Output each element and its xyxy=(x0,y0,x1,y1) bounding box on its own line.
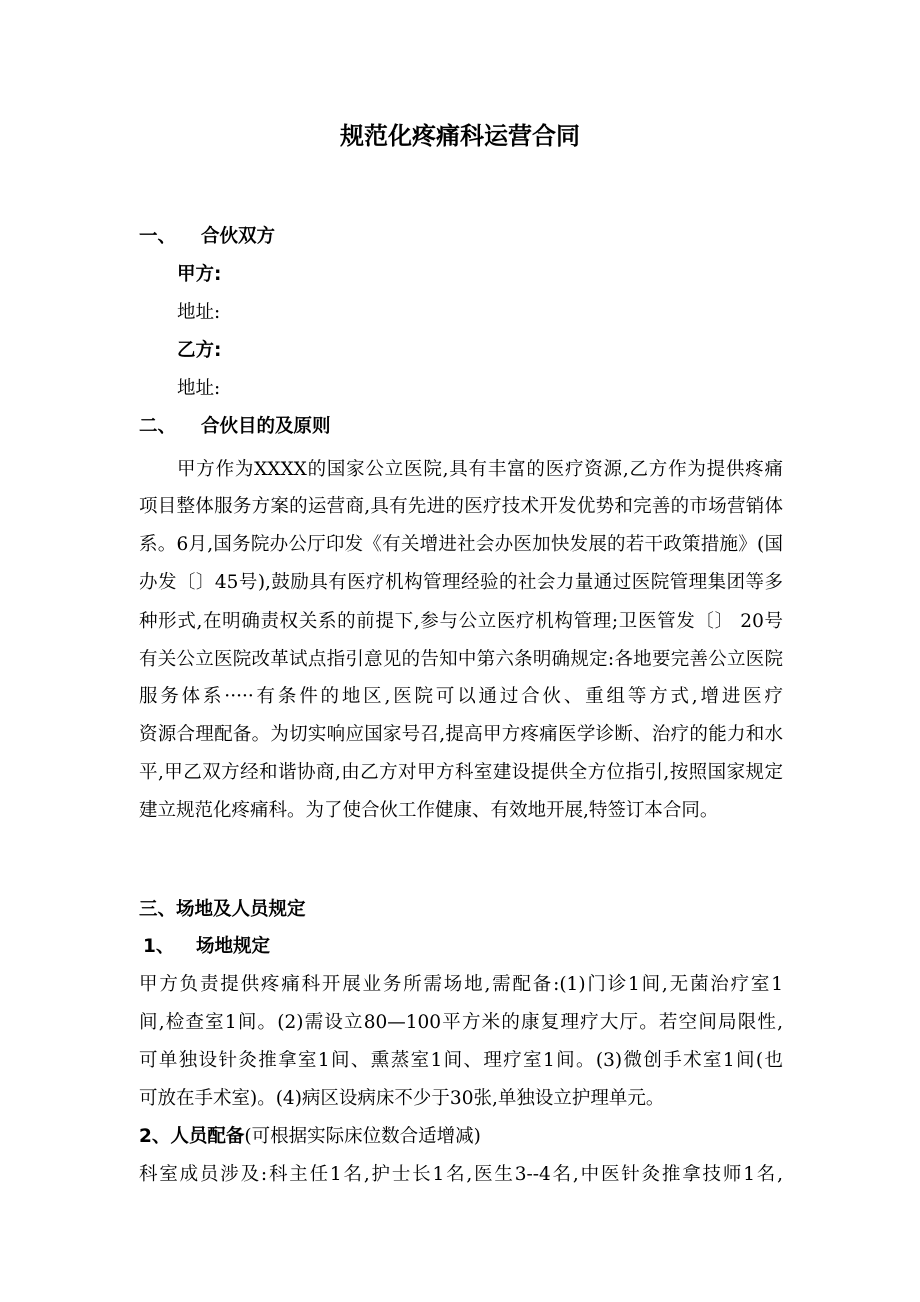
paragraph-line: 项目整体服务方案的运营商,具有先进的医疗技术开发优势和完善的市场营销体 xyxy=(139,496,783,517)
subsection-heading-staff xyxy=(139,1125,481,1149)
subsection-title: 场地规定 xyxy=(196,936,271,957)
paragraph-line: 服务体系·····有条件的地区,医院可以通过合伙、重组等方式,增进医疗 xyxy=(139,686,783,707)
page-title: 规范化疼痛科运营合同 xyxy=(340,122,580,150)
party-a-address: 地址: xyxy=(177,302,221,323)
subsection-number: 1、 xyxy=(143,936,175,957)
section-number: 一、 xyxy=(139,226,177,247)
paragraph-line: 甲方作为XXXX的国家公立医院,具有丰富的医疗资源,乙方作为提供疼痛 xyxy=(177,459,783,480)
party-b-label: 乙方: xyxy=(177,340,222,361)
subsection-title: 2、人员配备 xyxy=(139,1126,245,1147)
section-title: 合伙双方 xyxy=(201,226,276,247)
paragraph-line: 间,检查室1间。(2)需设立80—100平方米的康复理疗大厅。若空间局限性, xyxy=(139,1012,783,1033)
subsection-heading-site xyxy=(143,935,270,959)
paragraph-line: 建立规范化疼痛科。为了使合伙工作健康、有效地开展,特签订本合同。 xyxy=(139,800,719,821)
party-b-address: 地址: xyxy=(177,378,221,399)
section-heading-site-staff: 三、场地及人员规定 xyxy=(139,899,306,920)
section-heading-purpose xyxy=(139,415,331,439)
paragraph-line: 办发〔〕45号),鼓励具有医疗机构管理经验的社会力量通过医院管理集团等多 xyxy=(139,572,783,593)
paragraph-line: 系。6月,国务院办公厅印发《有关增进社会办医加快发展的若干政策措施》(国 xyxy=(139,534,783,555)
paragraph-line: 可单独设针灸推拿室1间、熏蒸室1间、理疗室1间。(3)微创手术室1间(也 xyxy=(139,1050,783,1071)
paragraph-line: 资源合理配备。为切实响应国家号召,提高甲方疼痛医学诊断、治疗的能力和水 xyxy=(139,724,783,745)
paragraph-line: 科室成员涉及:科主任1名,护士长1名,医生3--4名,中医针灸推拿技师1名, xyxy=(139,1164,783,1185)
paragraph-line: 可放在手术室)。(4)病区设病床不少于30张,单独设立护理单元。 xyxy=(139,1088,665,1109)
section-heading-parties xyxy=(139,225,275,249)
section-number: 二、 xyxy=(139,416,177,437)
paragraph-line: 有关公立医院改革试点指引意见的告知中第六条明确规定:各地要完善公立医院 xyxy=(139,649,783,670)
paragraph-line: 甲方负责提供疼痛科开展业务所需场地,需配备:(1)门诊1间,无菌治疗室1 xyxy=(139,974,783,995)
subsection-note: (可根据实际床位数合适增减) xyxy=(244,1126,481,1147)
party-a-label: 甲方: xyxy=(177,264,222,285)
paragraph-line: 种形式,在明确责权关系的前提下,参与公立医疗机构管理;卫医管发〔〕 20号 xyxy=(139,611,783,632)
paragraph-line: 平,甲乙双方经和谐协商,由乙方对甲方科室建设提供全方位指引,按照国家规定 xyxy=(139,762,783,783)
section-title: 合伙目的及原则 xyxy=(201,416,331,437)
